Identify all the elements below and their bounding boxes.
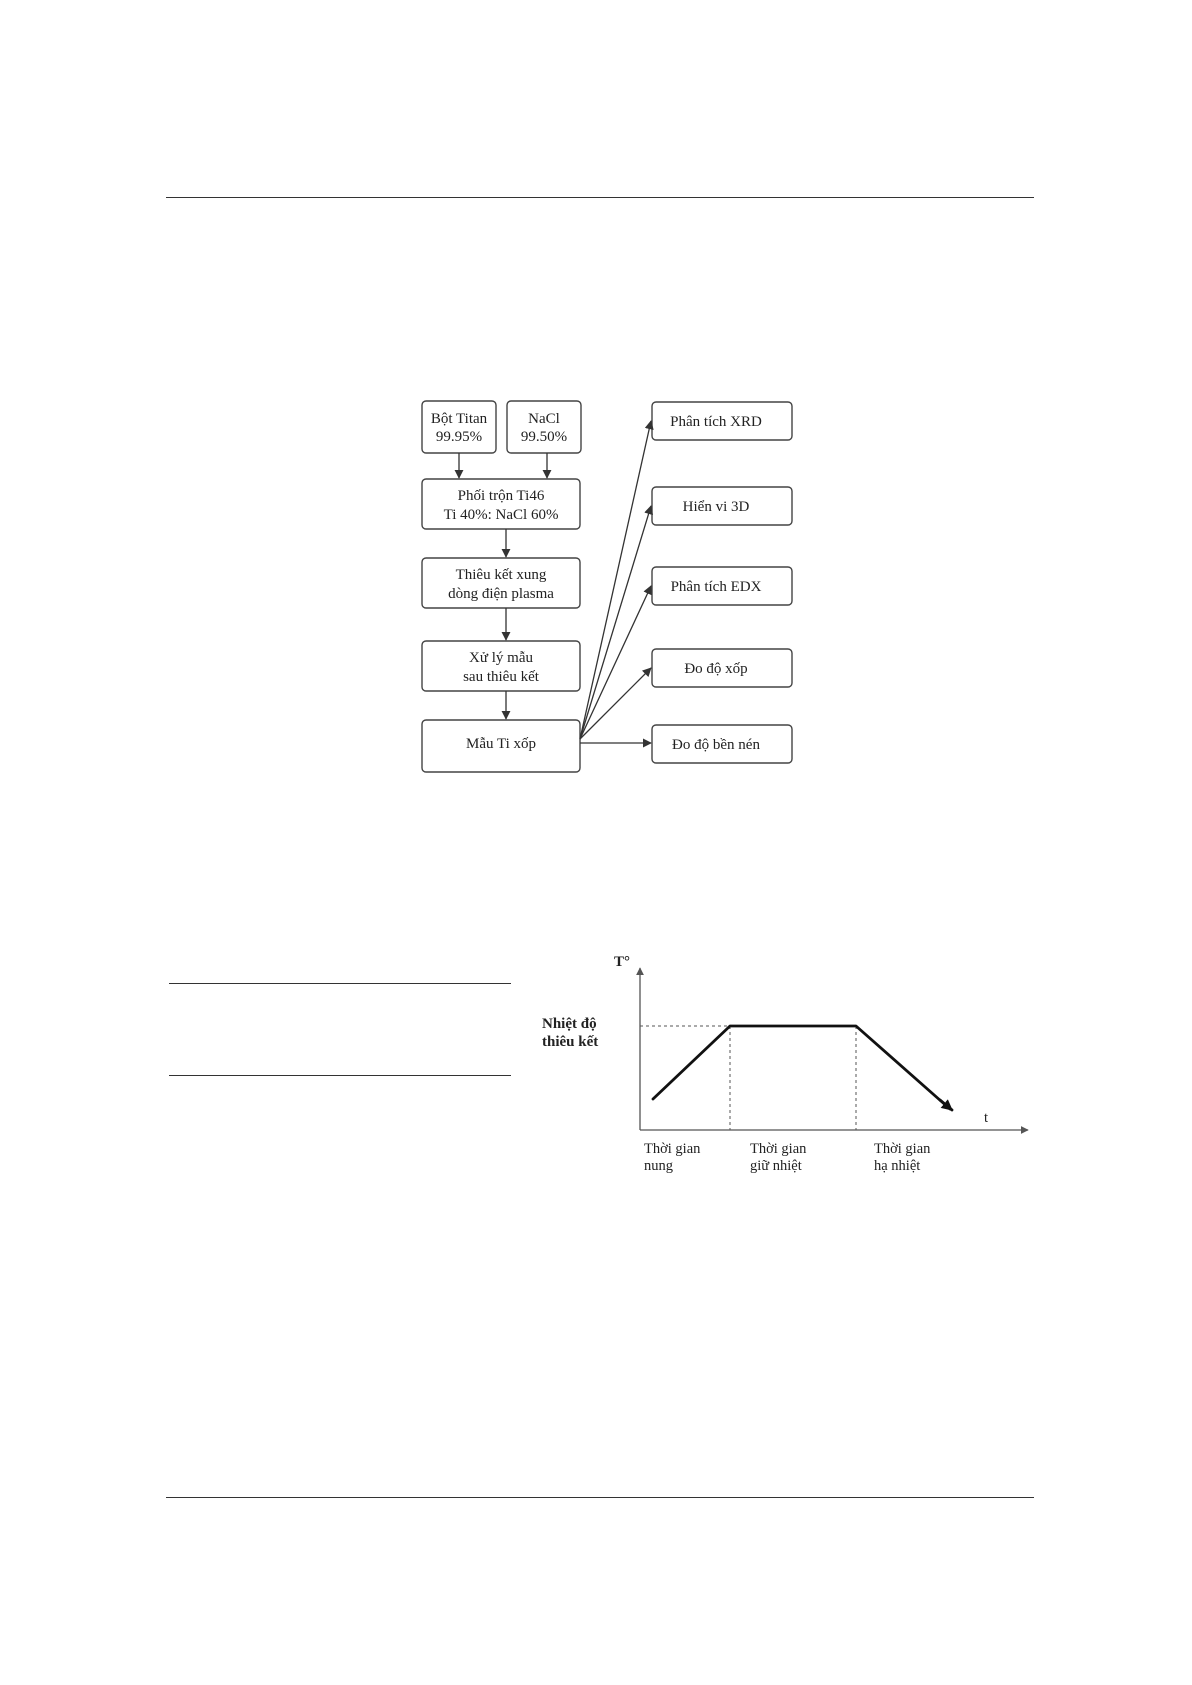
step-box-mixing-line2: Ti 40%: NaCl 60% bbox=[443, 507, 559, 523]
analysis-box-xrd-label: Phân tích XRD bbox=[670, 414, 762, 430]
step-box-sintering bbox=[422, 558, 580, 608]
temperature-curve bbox=[653, 1026, 950, 1109]
sintering-temperature-profile bbox=[542, 948, 1038, 1178]
arrow-sample-to-edx bbox=[580, 586, 651, 739]
header-rule bbox=[166, 197, 1034, 198]
input-box-nacl-line1: NaCl bbox=[528, 411, 560, 427]
x-axis-label: t bbox=[984, 1110, 989, 1126]
phase-cooling-label-line2: hạ nhiệt bbox=[874, 1158, 921, 1174]
curve-end-arrow bbox=[940, 1100, 952, 1110]
step-box-mixing-line1: Phối trộn Ti46 bbox=[457, 488, 545, 504]
phase-holding-label-line2: giữ nhiệt bbox=[750, 1158, 802, 1174]
step-box-post-processing bbox=[422, 641, 580, 691]
analysis-box-edx-label: Phân tích EDX bbox=[670, 579, 762, 595]
footer-rule bbox=[166, 1497, 1034, 1498]
flowchart-svg bbox=[412, 395, 784, 768]
analysis-box-compressive-strength bbox=[652, 725, 792, 763]
analysis-box-xrd bbox=[652, 402, 792, 440]
input-box-titanium-line2: 99.95% bbox=[435, 429, 483, 445]
analysis-box-3d-microscopy bbox=[652, 487, 792, 525]
input-box-nacl-line2: 99.50% bbox=[520, 429, 568, 445]
step-box-post-processing-line1: Xử lý mẫu bbox=[469, 650, 533, 666]
step-box-mixing bbox=[422, 479, 580, 529]
input-box-titanium bbox=[422, 401, 496, 453]
process-flowchart bbox=[412, 395, 784, 768]
input-box-titanium-line1: Bột Titan bbox=[430, 411, 488, 427]
phase-heating-label-line2: nung bbox=[644, 1158, 673, 1174]
arrow-sample-to-xrd bbox=[580, 421, 651, 739]
step-box-porous-sample-label: Mẫu Ti xốp bbox=[465, 736, 537, 752]
table-top-rule bbox=[169, 983, 511, 984]
phase-heating-label-line1: Thời gian bbox=[644, 1141, 701, 1157]
analysis-box-porosity-label: Đo độ xốp bbox=[684, 661, 748, 677]
sintering-temperature-label-line1: Nhiệt độ bbox=[542, 1016, 597, 1032]
analysis-box-3d-microscopy-label: Hiển vi 3D bbox=[682, 499, 750, 515]
analysis-box-compressive-strength-label: Đo độ bền nén bbox=[672, 737, 760, 753]
step-box-sintering-line2: dòng điện plasma bbox=[448, 586, 554, 602]
step-box-sintering-line1: Thiêu kết xung bbox=[455, 567, 547, 583]
input-box-nacl bbox=[507, 401, 581, 453]
table-bottom-rule bbox=[169, 1075, 511, 1076]
step-box-post-processing-line2: sau thiêu kết bbox=[463, 669, 539, 685]
analysis-box-edx bbox=[652, 567, 792, 605]
phase-cooling-label-line1: Thời gian bbox=[874, 1141, 931, 1157]
y-axis-label: T° bbox=[614, 954, 631, 970]
phase-holding-label-line1: Thời gian bbox=[750, 1141, 807, 1157]
sintering-temperature-label-line2: thiêu kết bbox=[542, 1034, 599, 1050]
step-box-porous-sample bbox=[422, 720, 580, 772]
temperature-profile-svg bbox=[542, 948, 1038, 1178]
analysis-box-porosity bbox=[652, 649, 792, 687]
